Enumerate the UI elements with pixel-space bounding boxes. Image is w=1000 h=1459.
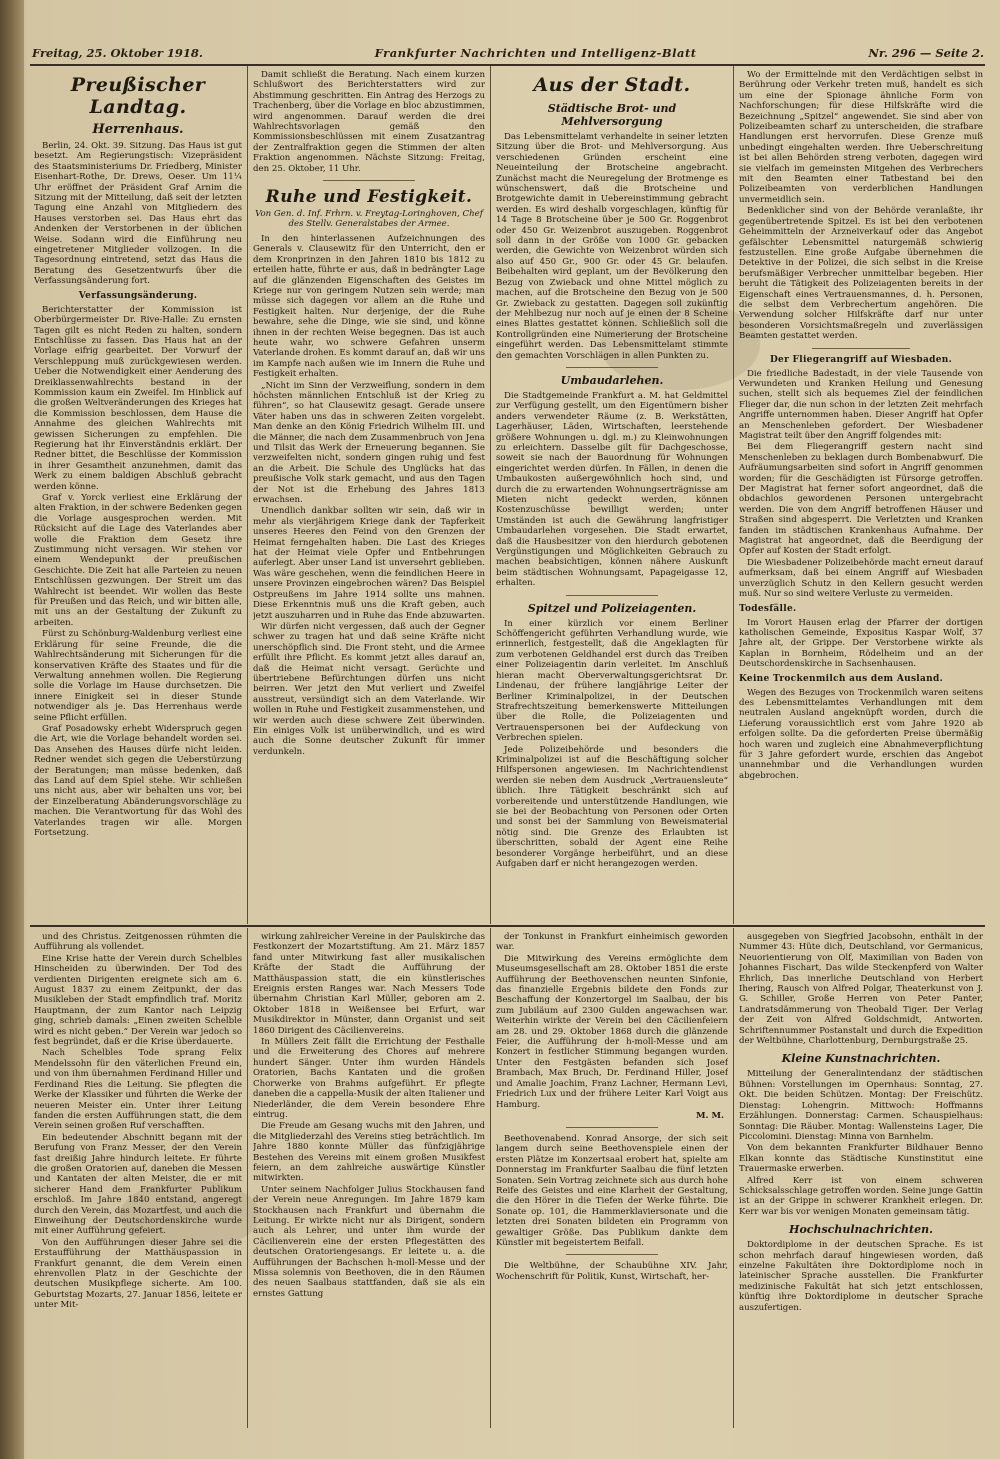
paragraph: Jede Polizeibehörde und besonders die Kriminalpolizei ist auf die Beschäftigung solcher Hilfspersonen angewiesen. Im Nachrichtendienst werden sie neben dem Ausdruck „Vertrauensleute“ üblich. Ihre Tätigkeit beschränkt sich auf vorbereitende und unterstützende Handlungen, wie sie bei der Beobachtung von Personen oder Orten und sonst bei der Sammlung von Beweismaterial nötig sind. Die Grenze des Erlaubten ist überschritten, sobald der Agent eine Reihe besonderer Vorgänge herbeiführt, und an diese Aufgaben darf er nicht herangezogen werden. [496, 744, 728, 869]
paragraph: Unendlich dankbar sollten wir sein, daß wir in mehr als vierjährigem Kriege dank der Tapferkeit unseres Heeres den Feind von den Grenzen der Heimat ferngehalten haben. Die Last des Krieges hat der Heimat viele Opfer und Entbehrungen auferlegt. Aber unser Land ist unversehrt geblieben. Was wäre geschehen, wenn die feindlichen Heere in unsere Provinzen eingebrochen wären? Das Beispiel Ostpreußens im Jahre 1914 sollte uns mahnen. Diese Erkenntnis muß uns die Kraft geben, auch jetzt auszuharren und in Ruhe das Ende abzuwarten. [253, 506, 485, 621]
paragraph: Von dem bekannten Frankfurter Bildhauer Benno Elkan konnte das Städtische Kunstinstitut eine Trauermaske erwerben. [739, 1143, 983, 1175]
article-column-4 [739, 70, 983, 922]
paragraph: Damit schließt die Beratung. Nach einem kurzen Schlußwort des Berichterstatters wird zur Abstimmung geschritten. Ein Antrag des Herzogs zu Trachenberg, über die Vorlage en bloc abzustimmen, wird angenommen. Darauf werden die drei Wahlrechtsvorlagen gemäß den Kommissionsbeschlüssen mit einem Zusatzantrag der Zentralfraktion gegen die Stimmen der alten Fraktion angenommen. Nächste Sitzung: Freitag, den 25. Oktober, 11 Uhr. [253, 70, 485, 174]
column-rule [733, 928, 734, 1428]
paragraph: Bei dem Fliegerangriff gestern nacht sind Menschenleben zu beklagen durch Bombenabwurf. Die Aufräumungsarbeiten sind sofort in Angriff genommen worden; für die Geschädigten ist Fürsorge getroffen. Der Magistrat hat ferner sofort angeordnet, daß die obdachlos gewordenen Personen untergebracht werden. Die von dem Angriff betroffenen Häuser und Straßen sind abgesperrt. Die Verletzten und Kranken fanden im städtischen Krankenhaus Aufnahme. Der Magistrat hat angeordnet, daß die Beerdigung der Opfer auf Kosten der Stadt erfolgt. [739, 442, 983, 557]
paragraph: Beethovenabend. Konrad Ansorge, der sich seit langem durch seine Beethovenspiele einen der ersten Plätze im Konzertsaal erobert hat, spielte am Donnerstag im Frankfurter Saalbau die fünf letzten Sonaten. Sein Vortrag zeichnete sich aus durch hohe Reife des Geistes und eine Klarheit der Gestaltung, die den Hörer in die Tiefen der Werke führte. Die Sonate op. 101, die Hammerklaviersonate und die letzten drei Sonaten bildeten ein Programm von gewaltiger Größe. Das Publikum dankte dem Künstler mit begeistertem Beifall. [496, 1133, 728, 1248]
section-rule [30, 925, 985, 927]
issue-date: Freitag, 25. Oktober 1918. [32, 46, 203, 60]
paragraph: der Tonkunst in Frankfurt einheimisch geworden war. [496, 932, 728, 953]
article-ruhe-festigkeit [253, 70, 485, 922]
paper-stain [120, 1180, 260, 1250]
paragraph: Doktordiplome in der deutschen Sprache. Es ist schon mehrfach darauf hingewiesen worden, daß einzelne Fakultäten ihre Doktordiplome noch in lateinischer Sprache ausstellen. Die Frankfurter medizinische Fakultät hat sich jetzt entschlossen, künftig ihre Doktordiplome in deutscher Sprache auszufertigen. [739, 1240, 983, 1313]
feuilleton-col-4 [739, 932, 983, 1428]
column-rule [247, 928, 248, 1428]
paragraph: Wir dürfen nicht vergessen, daß auch der Gegner schwer zu tragen hat und daß seine Kräfte nicht unerschöpflich sind. Die Front steht, und die Armee erfüllt ihre Pflicht. Es kommt jetzt alles darauf an, daß die Heimat nicht versagt. Gerüchte und übertriebene Befürchtungen dürfen uns nicht beirren. Wer jetzt den Mut verliert und Zweifel ausstreut, versündigt sich an dem Vaterlande. Wir wollen in Ruhe und Festigkeit zusammenstehen, und wir werden auch diese schwere Zeit überwinden. Ein einiges Volk ist unüberwindlich, und es wird auch die Sonne deutscher Zukunft für immer verdunkeln. [253, 621, 485, 757]
section-heading: Verfassungsänderung. [78, 290, 198, 301]
separator [323, 180, 416, 181]
headline-landtag: Preußischer Landtag. [70, 74, 206, 118]
paragraph: Mitteilung der Generalintendanz der städtischen Bühnen: Vorstellungen im Opernhaus: Sonntag, 27. Okt. Die beiden Schützen. Montag: Der Freischütz. Dienstag: Lohengrin. Mittwoch: Hoffmanns Erzählungen. Donnerstag: Carmen. Schauspielhaus: Sonntag: Die Räuber. Montag: Wallensteins Lager, Die Piccolomini. Dienstag: Minna von Barnhelm. [739, 1069, 983, 1142]
headline-aus-der-stadt: Aus der Stadt. [533, 74, 691, 96]
separator [812, 348, 910, 349]
page-number: Nr. 296 — Seite 2. [868, 46, 984, 60]
column-rule [490, 66, 491, 924]
paragraph: Wo der Ermittelnde mit den Verdächtigen selbst in Berührung oder Verkehr treten muß, handelt es sich um eine der Spionage ähnliche Form von Nachforschungen; für diese Hilfskräfte wird die Bezeichnung „Spitzel“ angewendet. Sie sind aber von Polizeibeamten scharf zu unterscheiden, die strafbare Handlungen erst hervorrufen. Diese Grenze muß unbedingt eingehalten werden. Ihre Ueberschreitung ist bei allen Behörden streng verboten, dagegen wird sie vielfach im gemeinsten Mitgehen des Verbrechers mit den Beamten einer Tatbestand bei den Polizeibeamten von verderblichen Handlungen unvermeidlich sein. [739, 70, 983, 205]
separator [566, 1127, 659, 1128]
paragraph: Graf Posadowsky erhebt Widerspruch gegen die Art, wie die Vorlage behandelt worden sei. Das Ansehen des Hauses dürfe nicht leiden. Redner wendet sich gegen die Ueberstürzung der Beratungen; man müsse bedenken, daß das Land auf dem Spiel stehe. Wir schließen uns nicht aus, aber wir behalten uns vor, bei der Einzelberatung Abänderungsvorschläge zu machen. Die Verantwortung für das Wohl des Vaterlandes tragen wir alle. Morgen Fortsetzung. [34, 723, 242, 838]
separator [566, 1254, 659, 1255]
feuilleton-col-3 [496, 932, 728, 1428]
paper-stain [600, 300, 760, 390]
feuilleton-col-1 [34, 932, 242, 1428]
headline-todesfaelle: Todesfälle. [739, 603, 797, 614]
headline-hochschulnachrichten: Hochschulnachrichten. [789, 1223, 933, 1237]
paragraph: In Müllers Zeit fällt die Errichtung der Festhalle und die Erweiterung des Chores auf mehrere hundert Sänger. Unter ihm wurden Händels Oratorien, Bachs Kantaten und die großen Chorwerke von Brahms aufgeführt. Er pflegte daneben die a cappella-Musik der alten Italiener und Niederländer, die dem Verein besondere Ehre eintrug. [253, 1037, 485, 1120]
paragraph: „Nicht im Sinn der Verzweiflung, sondern in dem höchsten männlichen Entschluß ist der Krieg zu führen“, so hat Clausewitz gesagt. Gerade unsere Väter haben uns das in schweren Zeiten vorgelebt. Man denke an den König Friedrich Wilhelm III. und die Männer, die nach dem Zusammenbruch von Jena und Tilsit das Werk der Erneuerung begannen. Sie verzweifelten nicht, sondern gingen ruhig und fest an die Arbeit. Die Schule des Unglücks hat das preußische Volk stark gemacht, und aus den Tagen der Not ist die Erhebung des Jahres 1813 erwachsen. [253, 380, 485, 506]
paragraph: In den hinterlassenen Aufzeichnungen des Generals v. Clausewitz für den Unterricht, den er dem Kronprinzen in den Jahren 1810 bis 1812 zu erteilen hatte, führte er aus, daß in bedrängter Lage auf die glänzenden Eigenschaften des Geistes im Kriege nur von geringem Nutzen sein werde; man müsse sich dagegen vor allem an die Ruhe und Festigkeit halten. Nur derjenige, der die Ruhe bewahre, sehe die Dinge, wie sie sind, und könne ihnen in der rechten Weise begegnen. Das ist auch heute wahr, wo schwere Gefahren unserm Vaterlande drohen. Es kommt darauf an, daß wir uns im Kampfe nach außen wie im Innern die Ruhe und Festigkeit erhalten. [253, 233, 485, 380]
page-header [32, 44, 984, 62]
separator [566, 595, 659, 596]
headline-umbaudarlehen: Umbaudarlehen. [560, 373, 664, 387]
paragraph: Berlin, 24. Okt. 39. Sitzung. Das Haus ist gut besetzt. Am Regierungstisch: Vizepräsident des Staatsministeriums Dr. Friedberg, Minister Eisenhart-Rothe, Dr. Drews, Oeser. Um 11¼ Uhr eröffnet der Präsident Graf Arnim die Sitzung mit der Mitteilung, daß seit der letzten Tagung eine Anzahl von Mitgliedern des Hauses verstorben sei. Das Haus ehrt das Andenken der Verstorbenen in der üblichen Weise. Sodann wird die Einführung neu eingetretener Mitglieder vollzogen. In die Tagesordnung eintretend, setzt das Haus die Beratung des Gesetzentwurfs über die Verfassungsänderung fort. [34, 141, 242, 287]
paragraph: wirkung zahlreicher Vereine in der Paulskirche das Festkonzert der Mozartstiftung. Am 21. März 1857 fand unter Mitwirkung fast aller musikalischen Kräfte der Stadt die Aufführung der Matthäuspassion statt, die ein künstlerisches Ereignis ersten Ranges war. Nach Messers Tode übernahm Christian Karl Müller, geboren am 2. Oktober 1818 in Weißensee bei Erfurt, war Musikdirektor in Münster, dann Organist und seit 1860 Dirigent des Cäcilienvereins. [253, 932, 485, 1036]
paragraph: Von den Aufführungen dieser Jahre sei die Erstaufführung der Matthäuspassion in Frankfurt genannt, die dem Verein einen ehrenvollen Platz in der Geschichte der deutschen Musikpflege sicherte. Am 100. Geburtstag Mozarts, 27. Januar 1856, leitete er unter Mit- [34, 1237, 242, 1311]
page-binding-edge [0, 0, 24, 1459]
paragraph: ausgegeben von Siegfried Jacobsohn, enthält in der Nummer 43: Hüte dich, Deutschland, vor Germanicus, Neuorientierung von Olf, Maximilian von Baden von Johannes Fischart, Das wilde Steckenpferd von Walter Ehrlich, Das innerliche Deutschland von Herbert Ihering, Rausch von Alfred Polgar, Theaterkunst von J. G. Schiller, Große Herren von Peter Panter, Landratsdämmerung von Theobald Tiger. Der Verlag der Zeit von Alfred Goldschmidt, Antworten. Schriftennummer Postanstalt und durch die Expedition der Weltbühne, Charlottenburg, Dernburgstraße 25. [739, 932, 983, 1047]
paragraph: Unter seinem Nachfolger Julius Stockhausen fand der Verein neue Anregungen. Im Jahre 1879 kam Stockhausen nach Frankfurt und übernahm die Leitung. Er wirkte nicht nur als Dirigent, sondern auch als Lehrer, und unter ihm wurde der Cäcilienverein eine der ersten Pflegestätten des deutschen Oratoriengesangs. Er leitete u. a. die Aufführungen der Bachschen h-moll-Messe und der Missa solemnis von Beethoven, die in den Räumen des neuen Saalbaus stattfanden, daß sie als ein ernstes Gattung [253, 1184, 485, 1299]
paragraph: Die friedliche Badestadt, in der viele Tausende von Verwundeten und Kranken Heilung und Genesung suchen, stellt sich als bequemes Ziel der feindlichen Flieger dar, die nun schon in der letzten Zeit mehrfach Angriffe unternommen haben. Dieser Angriff hat Opfer an Menschenleben gefordert. Der Wiesbadener Magistrat teilt über den Angriff folgendes mit: [739, 368, 983, 441]
headline-ruhe-festigkeit: Ruhe und Festigkeit. [265, 187, 473, 208]
headline-trockenmilch: Keine Trockenmilch aus dem Ausland. [739, 673, 944, 684]
byline: Von Gen. d. Inf. Frhrn. v. Freytag-Loringhoven, Chef des Stellv. Generalstabes der Armee. [255, 209, 483, 230]
paragraph: Wegen des Bezuges von Trockenmilch waren seitens des Lebensmittelamtes Verhandlungen mit dem neutralen Ausland angeknüpft worden, durch die Lieferung voraussichtlich erst vom Jahre 1920 ab erfolgen sollte. Da die geforderten Preise übermäßig hoch waren und zugleich eine Abnahmeverpflichtung für 3 Jahre gefordert wurde, erschien das Angebot unannehmbar und die Verhandlungen wurden abgebrochen. [739, 687, 983, 781]
column-rule [733, 66, 734, 924]
paragraph: Die Wiesbadener Polizeibehörde macht erneut darauf aufmerksam, daß bei einem Angriff auf Wiesbaden unverzüglich Schutz in den Kellern gesucht werden muß. Nur so sind weitere Verluste zu vermeiden. [739, 557, 983, 600]
masthead: Frankfurter Nachrichten und Intelligenz-Blatt [374, 46, 697, 60]
headline-kunstnachrichten: Kleine Kunstnachrichten. [781, 1052, 941, 1066]
paragraph: und des Christus. Zeitgenossen rühmten die Aufführung als vollendet. [34, 932, 242, 953]
feuilleton-col-2 [253, 932, 485, 1428]
author-signature: M. M. [695, 1110, 724, 1121]
paragraph: Die Freude am Gesang wuchs mit den Jahren, und die Mitgliederzahl des Vereins stieg beträchtlich. Im Jahre 1880 konnte Müller das fünfzigjährige Bestehen des Vereins mit einem großen Musikfest feiern, an dem zahlreiche auswärtige Künstler mitwirkten. [253, 1121, 485, 1184]
paragraph: Ein bedeutender Abschnitt begann mit der Berufung von Franz Messer, der den Verein fast dreißig Jahre hindurch leitete. Er führte die großen Oratorien auf, daneben die Messen und Kantaten der alten Meister, die er mit sicherer Hand dem Frankfurter Publikum erschloß. Im Jahre 1840 entstand, angeregt durch den Verein, das Mozartfest, und auch die Einweihung der Deutschordenskirche wurde mit einer Aufführung gefeiert. [34, 1132, 242, 1237]
column-rule [247, 66, 248, 924]
article-landtag [34, 70, 242, 922]
column-rule [490, 928, 491, 1428]
paragraph: Die Stadtgemeinde Frankfurt a. M. hat Geldmittel zur Verfügung gestellt, um den Eigentümern bisher anders verwendeter Räume (z. B. Werkstätten, Lagerhäuser, Läden, Wirtschaften, leerstehende größere Wohnungen u. dgl. m.) zu Kleinwohnungen zu erleichtern. Dasselbe gilt für Dachgeschosse, soweit sie nach der Bauordnung für Wohnungen eingerichtet werden dürfen. In Fällen, in denen die Umbaukosten außergewöhnlich hoch sind, und durch die zu erwartenden Wohnungserträgnisse am Mieten nicht gedeckt werden, können Kostenzuschüsse bewilligt werden; unter Umständen ist auch die Gewährung langfristiger Umbaudarlehen vorgesehen. Die Stadt erwartet, daß die Hausbesitzer von den hierdurch gebotenen Vergünstigungen und Möglichkeiten Gebrauch zu machen beabsichtigen, können nähere Auskunft beim städtischen Wohnungsamt, Papageigasse 12, erhalten. [496, 390, 728, 589]
paragraph: Die Mitwirkung des Vereins ermöglichte dem Museumsgesellschaft am 28. Oktober 1851 die erste Aufführung der Beethovenschen neunten Sinfonie, das finanzielle Ergebnis bildete den Fonds zur Beschaffung der Konzertorgel im Saalbau, der bis zum Jubiläum auf 2300 Gulden angewachsen war. Weiterhin wirkte der Verein bei den Cäcilienfeiern am 28. und 29. Oktober 1868 durch die glänzende Feier, die Aufführung der h-moll-Messe und am Konzert in festlicher Stimmung begangen wurden. Unter den Festgästen befanden sich Josef Brambach, Max Bruch, Dr. Ferdinand Hiller, Josef und Amalie Joachim, Franz Lachner, Hermann Levi, Friedrich Lux und der frühere Leiter Karl Voigt aus Hamburg. [496, 953, 728, 1110]
paragraph: In einer kürzlich vor einem Berliner Schöffengericht geführten Verhandlung wurde, wie erinnerlich, festgestellt, daß die Angeklagten für zum verbotenen Geldhandel erst durch das Treiben einer Polizeiagentin darin verleitet. Im Anschluß hieran macht Oberverwaltungsgerichtsrat Dr. Lindenau, der frühere langjährige Leiter der Berliner Kriminalpolizei, in der Deutschen Strafrechtszeitung bemerkenswerte Mitteilungen über die Rolle, die Polizeiagenten und Vertrauenspersonen bei der Aufdeckung von Verbrechen spielen. [496, 618, 728, 744]
header-rule [30, 64, 985, 66]
article-aus-der-stadt [496, 70, 728, 922]
paragraph: Graf v. Yorck verliest eine Erklärung der alten Fraktion, in der schwere Bedenken gegen die Vorlage ausgesprochen werden. Mit Rücksicht auf die Lage des Vaterlandes aber wolle die Fraktion dem Gesetz ihre Zustimmung nicht versagen. Wir stehen vor einem Wendepunkt der preußischen Geschichte. Die Zeit hat alle Parteien zu neuen Entschlüssen gezwungen. Der Streit um das Wahlrecht ist beendet. Wir wollen das Beste für Preußen und das Reich, und wir bitten alle, mit uns an der Gestaltung der Zukunft zu arbeiten. [34, 493, 242, 628]
paragraph: Fürst zu Schönburg-Waldenburg verliest eine Erklärung für seine Freunde, die die Wahlrechtsänderung mit Sicherungen für die konservativen Kräfte des Staates und für die Verwaltung annehmen wollen. Die Regierung solle die Vorlage im Hause durchsetzen. Die innere Einigkeit sei in dieser Stunde notwendiger als je. Das Herrenhaus werde seine Pflicht erfüllen. [34, 629, 242, 723]
paragraph: Alfred Kerr ist von einem schweren Schicksalsschlage getroffen worden. Seine junge Gattin ist an der Grippe in schwerer Krankheit erlegen. Dr. Kerr war bis vor wenigen Monaten gemeinsam tätig. [739, 1175, 983, 1217]
headline-fliegerangriff: Der Fliegerangriff auf Wiesbaden. [769, 354, 953, 365]
paragraph: Berichterstatter der Kommission ist Oberbürgermeister Dr. Rive-Halle: Zu ernsten Tagen gilt es nicht Reden zu halten, sondern Entschlüsse zu fassen. Das Haus hat an der Vorlage eifrig gearbeitet. Der Vorwurf der Verschleppung muß zurückgewiesen werden. Ueber die Notwendigkeit einer Aenderung des Dreiklassenwahlrechts bestand in der Kommission kaum ein Zweifel. Im Hinblick auf die großen Weltveränderungen des Krieges hat die Kommission beschlossen, dem Hause die Annahme des gleichen Wahlrechts mit gewissen Sicherungen zu empfehlen. Die Regierung hat ihr Einverständnis erklärt. Der Redner bittet, die Beschlüsse der Kommission in ihrer Gesamtheit anzunehmen, damit das Werk zu einem baldigen Abschluß gebracht werden könne. [34, 304, 242, 492]
paragraph: Die Weltbühne, der Schaubühne XIV. Jahr, Wochenschrift für Politik, Kunst, Wirtschaft, her- [496, 1261, 728, 1282]
paragraph: Nach Schelbles Tode sprang Felix Mendelssohn für den väterlichen Freund ein, und von ihm übernahmen Ferdinand Hiller und Ferdinand Ries die Leitung. Sie pflegten die Werke der Klassiker und führten die Werke der neueren Meister ein. Unter ihrer Leitung fanden die ersten Aufführungen statt, die dem Verein seinen großen Ruf verschafften. [34, 1048, 242, 1132]
headline-spitzel: Spitzel und Polizeiagenten. [527, 601, 697, 615]
headline-brotversorgung: Städtische Brot- und Mehlversorgung [547, 102, 677, 128]
paragraph: Bedenklicher sind von der Behörde veranlaßte, ihr gegenübertretende Spitzel. Es ist bei den verbotenen Geheimmitteln der Arzneiverkauf oder das Angebot gefälschter Lebensmittel naturgemäß schwierig festzustellen. Eine große Aufgabe übernehmen die Detektive in der Polizei, die sich selbst in die Kreise berufsmäßiger Verbrecher unmittelbar begeben. Hier beruht die Tätigkeit des Polizeiagenten bereits in der Eigenschaft eines Vertrauensmannes, d. h. Personen, die selbst dem Verbrechertum angehören. Die Verwendung solcher Hilfskräfte darf nur unter besonderen Vorsichtsmaßregeln und zuverlässigen Beamten gestattet werden. [739, 206, 983, 342]
paragraph: Das Lebensmittelamt verhandelte in seiner letzten Sitzung über die Brot- und Mehlversorgung. Aus verschiedenen Gründen erscheint eine Neueinteilung der Brotscheine angebracht. Zunächst macht die Neuregelung der Brotmenge es wünschenswert, daß die Brotscheine und Brotgewichte damit in Uebereinstimmung gebracht werden. Es wird deshalb vorgeschlagen, künftig für 14 Tage 8 Brotscheine über je 500 Gr. Roggenbrot oder 450 Gr. Weizenbrot auszugeben. Roggenbrot soll dann in der Größe von 1000 Gr. gebacken werden, die Gewichte von Weizenbrot würden sich also auf 450 Gr., 900 Gr. oder 45 Gr. belaufen. Beibehalten wird geplant, um der Bevölkerung den Bezug von Zwieback und ohne Mittel möglich zu machen, auf die Brotscheine den Bezug von je 500 Gr. Zwieback zu gestatten. Dagegen soll zukünftig der Mehlbezug nur noch auf je einen der 8 Scheine eines Blattes gestattet können. Schließlich soll die Kontrollgründen eine Numerierung der Brotscheine eingeführt werden. Das Lebensmittelamt stimmte den gemachten Vorschlägen in allen Punkten zu. [496, 132, 728, 361]
paragraph: Im Vorort Hausen erlag der Pfarrer der dortigen katholischen Gemeinde, Expositus Kaspar Wolf, 37 Jahre alt, der Grippe. Der Verstorbene wirkte als Kaplan in Bornheim, Rödelheim und an der Deutschordenskirche in Sachsenhausen. [739, 617, 983, 670]
subheadline-herrenhaus: Herrenhaus. [92, 122, 184, 137]
paragraph: Eine Krise hatte der Verein durch Schelbles Hinscheiden zu überwinden. Der Tod des verdienten Dirigenten ereignete sich am 6. August 1837 zu einem Zeitpunkt, der das Musikleben der Stadt empfindlich traf. Moritz Hauptmann, der zum Kantor nach Leipzig ging, schrieb damals: „Einen zweiten Schelble wird es nicht geben.“ Der Verein war jedoch so fest begründet, daß er die Krise überdauerte. [34, 953, 242, 1048]
